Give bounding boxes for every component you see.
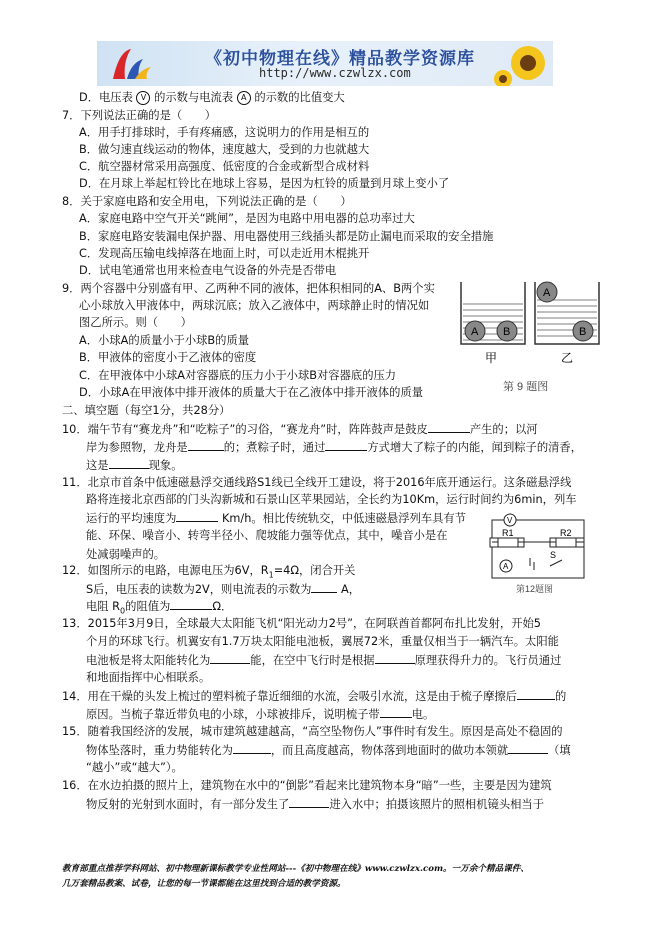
q10-blank-4[interactable] (109, 457, 149, 469)
q7-option-c: C．航空器材常采用高强度、低密度的合金或新型合成材料 (79, 160, 370, 173)
q13-line-4: 和地面指挥中心相联系。 (86, 671, 211, 684)
q11-line-1: 11．北京市首条中低速磁悬浮交通线路S1线已全线开工建设，将于2016年底开通运行。这条磁悬浮线 (62, 476, 572, 489)
q12-text-3c: Ω． (212, 600, 233, 613)
banner-url: http://www.czwlzx.com (259, 66, 411, 80)
q13-blank-1[interactable] (210, 652, 250, 664)
q11-line-2: 路将连接北京西部的门头沟新城和石景山区苹果园站，全长约为10Km，运行时间约为6min，列车 (86, 493, 577, 506)
banner-title: 《初中物理在线》精品教学资源库 (205, 49, 475, 69)
figure-9-caption: 第 9 题图 (503, 381, 549, 393)
q10-line-3 (86, 457, 183, 473)
q14-text-2b: 电。 (411, 708, 435, 721)
q10-blank-3[interactable] (325, 439, 367, 451)
q11-line-4: 能、环保、噪音小、转弯半径小、爬坡能力强等优点，其中，噪音小是在 (86, 529, 448, 542)
q9-option-c: C．在甲液体中小球A对容器底的压力小于小球B对容器底的压力 (79, 369, 397, 382)
q13-line-2: 个月的环球飞行。机翼安有1.7万块太阳能电池板，翼展72米，重量仅相当于一辆汽车。太阳能 (86, 635, 559, 648)
q12-blank-1[interactable] (311, 581, 337, 593)
q8-option-d: D．试电笔通常也用来检查电气设备的外壳是否带电 (79, 264, 337, 277)
q10-text-2: 岸为参照物，龙舟是 (86, 441, 188, 454)
q11-text-5: 处减弱噪声的。 (86, 548, 166, 561)
switch-s (550, 560, 562, 566)
q14-text-1b: 的 (554, 690, 567, 703)
q13-text-3: 电池板是将太阳能转化为 (86, 654, 211, 667)
q15-blank-2[interactable] (508, 742, 548, 754)
q11-text-3b: Km/h。相比传统轨交，中低速磁悬浮列车具有节 (218, 512, 467, 525)
q11-text-3: 运行的平均速度为 (86, 512, 177, 525)
q14-text-2: 原因。当梳子靠近带负电的小球，小球被排斥，说明梳子带 (86, 708, 380, 721)
figure-9-containers (455, 278, 605, 394)
q9-stem-3: 图乙所示。则（ ） (79, 316, 192, 329)
q6d-text-3: 的示数的比值变大 (250, 91, 345, 104)
q8-option-a: A．家庭电路中空气开关“跳闸”，是因为电路中用电器的总功率过大 (79, 212, 415, 225)
footer-line-1: 教育部重点推荐学科网站、初中物理新课标教学专业性网站---《初中物理在线》www.czwlzx.com。一万余个精品课件、 (62, 864, 529, 874)
q6-option-d (79, 90, 345, 105)
container-jia (461, 282, 525, 365)
sunflower-icon (493, 41, 553, 86)
q11-line-3 (86, 510, 466, 526)
resistor-r1 (498, 538, 518, 547)
q15-line-3: “越小”或“越大”）。 (86, 761, 183, 774)
voltmeter-icon: V (136, 91, 150, 105)
q7-option-d: D．在月球上举起杠铃比在地球上容易，是因为杠铃的质量到月球上变小了 (79, 177, 450, 190)
q7-stem: 7．下列说法正确的是（ ） (62, 109, 217, 122)
switch-label: S (550, 550, 557, 560)
q14-line-2 (86, 706, 434, 722)
label-yi: 乙 (561, 351, 574, 365)
q9-stem-1: 9．两个容器中分别盛有甲、乙两种不同的液体，把体积相同的A、B两个实 (62, 282, 435, 295)
q11-line-5 (86, 546, 165, 562)
site-logo-icon (109, 45, 153, 83)
q12-line-2 (86, 581, 360, 597)
q10-blank-1[interactable] (428, 421, 470, 433)
ball-a-yi-label: A (543, 287, 551, 299)
q14-blank-2[interactable] (380, 706, 412, 718)
q14-blank-1[interactable] (517, 688, 555, 700)
q14-line-1 (62, 688, 566, 704)
q9-stem-2: 心小球放入甲液体中，两球沉底；放入乙液体中，两球静止时的情况如 (79, 299, 430, 312)
q9-option-d: D．小球A在甲液体中排开液体的质量大于在乙液体中排开液体的质量 (79, 386, 424, 399)
q12-sub-0: 0 (120, 606, 126, 616)
footer-line-2: 几万套精品教案、试卷，让您的每一节课都能在这里找到合适的教学资源。 (62, 879, 346, 889)
q16-text-2: 物反射的光射到水面时，有一部分发生了 (86, 798, 290, 811)
r1-label: R1 (502, 528, 514, 538)
q8-option-c: C．发现高压输电线掉落在地面上时，可以走近用木棍挑开 (79, 247, 370, 260)
q15-text-2c: （填 (548, 744, 571, 757)
q10-text-2b: 的；煮粽子时，通过 (223, 441, 326, 454)
q10-text-1: 10．端午节有“赛龙舟”和“吃粽子”的习俗，“赛龙舟”时，阵阵鼓声是鼓皮 (62, 423, 428, 436)
resistor-r2 (556, 538, 576, 547)
q12-text-3b: 的阻值为 (125, 600, 171, 613)
q13-line-1: 13．2015年3月9日，全球最大太阳能飞机“阳光动力2号”，在阿联酋首都阿布扎比发射，开始5 (62, 617, 541, 630)
q12-text-2: S后，电压表的读数为2V，则电流表的示数为 (86, 583, 312, 596)
q11-blank-1[interactable] (176, 510, 218, 522)
r2-label: R2 (560, 528, 572, 538)
q12-text-1: 12．如图所示的电路，电源电压为6V，R (62, 564, 269, 577)
figure-12-circuit (484, 508, 594, 594)
q10-line-2 (86, 439, 582, 455)
q16-line-1: 16．在水边拍摄的照片上，建筑物在水中的“倒影”看起来比建筑物本身“暗”一些，主要是因为建筑 (62, 779, 552, 792)
q7-option-b: B．做匀速直线运动的物体，速度越大，受到的力也就越大 (79, 143, 370, 156)
container-yi (535, 282, 599, 365)
q16-line-2 (86, 796, 544, 812)
q13-blank-2[interactable] (375, 652, 415, 664)
q9-option-a: A．小球A的质量小于小球B的质量 (79, 334, 250, 347)
q10-line-1 (62, 421, 538, 437)
q15-blank-1[interactable] (233, 742, 271, 754)
q8-option-b: B．家庭电路安装漏电保护器、用电器使用三线插头都是防止漏电而采取的安全措施 (79, 230, 494, 243)
q15-text-2: 物体坠落时，重力势能转化为 (86, 744, 233, 757)
q12-blank-2[interactable] (170, 598, 212, 610)
ball-b-jia-label: B (503, 326, 511, 338)
q7-option-a: A．用手打排球时，手有疼痛感，这说明力的作用是相互的 (79, 126, 370, 139)
q6d-text-2: 的示数与电流表 (150, 91, 237, 104)
q10-blank-2[interactable] (188, 439, 224, 451)
q13-text-3b: 能，在空中飞行时是根据 (250, 654, 375, 667)
q16-text-2b: 进入水中；拍摄该照片的照相机镜头相当于 (329, 798, 545, 811)
q6d-text-1: D．电压表 (79, 91, 137, 104)
q13-line-3 (86, 652, 561, 668)
q12-text-1b: =4Ω，闭合开关 (273, 564, 356, 577)
q8-stem: 8．关于家庭电路和安全用电，下列说法正确的是（ ） (62, 195, 352, 208)
figure-12-caption: 第12题图 (516, 584, 554, 594)
q13-text-3c: 原理获得升力的。飞行员通过 (414, 654, 562, 667)
ammeter-fig12-label: A (503, 562, 509, 571)
q12-text-3: 电阻 R (86, 600, 121, 613)
q14-text-1: 14．用在干燥的头发上梳过的塑料梳子靠近细细的水流，会吸引水流，这是由于梳子摩擦后 (62, 690, 517, 703)
q12-line-1 (62, 563, 355, 582)
header-banner (97, 41, 553, 86)
voltmeter-fig12-label: V (507, 516, 513, 525)
label-jia: 甲 (485, 351, 498, 365)
q15-line-1: 15．随着我国经济的发展，城市建筑越建越高，“高空坠物伤人”事件时有发生。原因是高处不稳固的 (62, 725, 563, 738)
q15-text-2b: ，而且高度越高，物体落到地面时的做功本领就 (270, 744, 509, 757)
ball-b-yi-label: B (579, 326, 587, 338)
q15-line-2 (86, 742, 571, 758)
q12-text-2b: A， (337, 583, 361, 596)
q10-text-3b: 现象。 (148, 459, 183, 472)
ammeter-icon: A (237, 91, 251, 105)
q16-blank-1[interactable] (289, 796, 329, 808)
section-2-title: 二、填空题（每空1分，共28分） (62, 404, 231, 417)
q10-text-2c: 方式增大了粽子的内能，闻到粽子的清香， (367, 441, 583, 454)
q9-option-b: B．甲液体的密度小于乙液体的密度 (79, 351, 257, 364)
q10-text-3: 这是 (86, 459, 109, 472)
q12-sub-1: 1 (268, 570, 274, 580)
q10-text-1b: 产生的；以河 (469, 423, 538, 436)
ball-a-jia-label: A (471, 326, 479, 338)
